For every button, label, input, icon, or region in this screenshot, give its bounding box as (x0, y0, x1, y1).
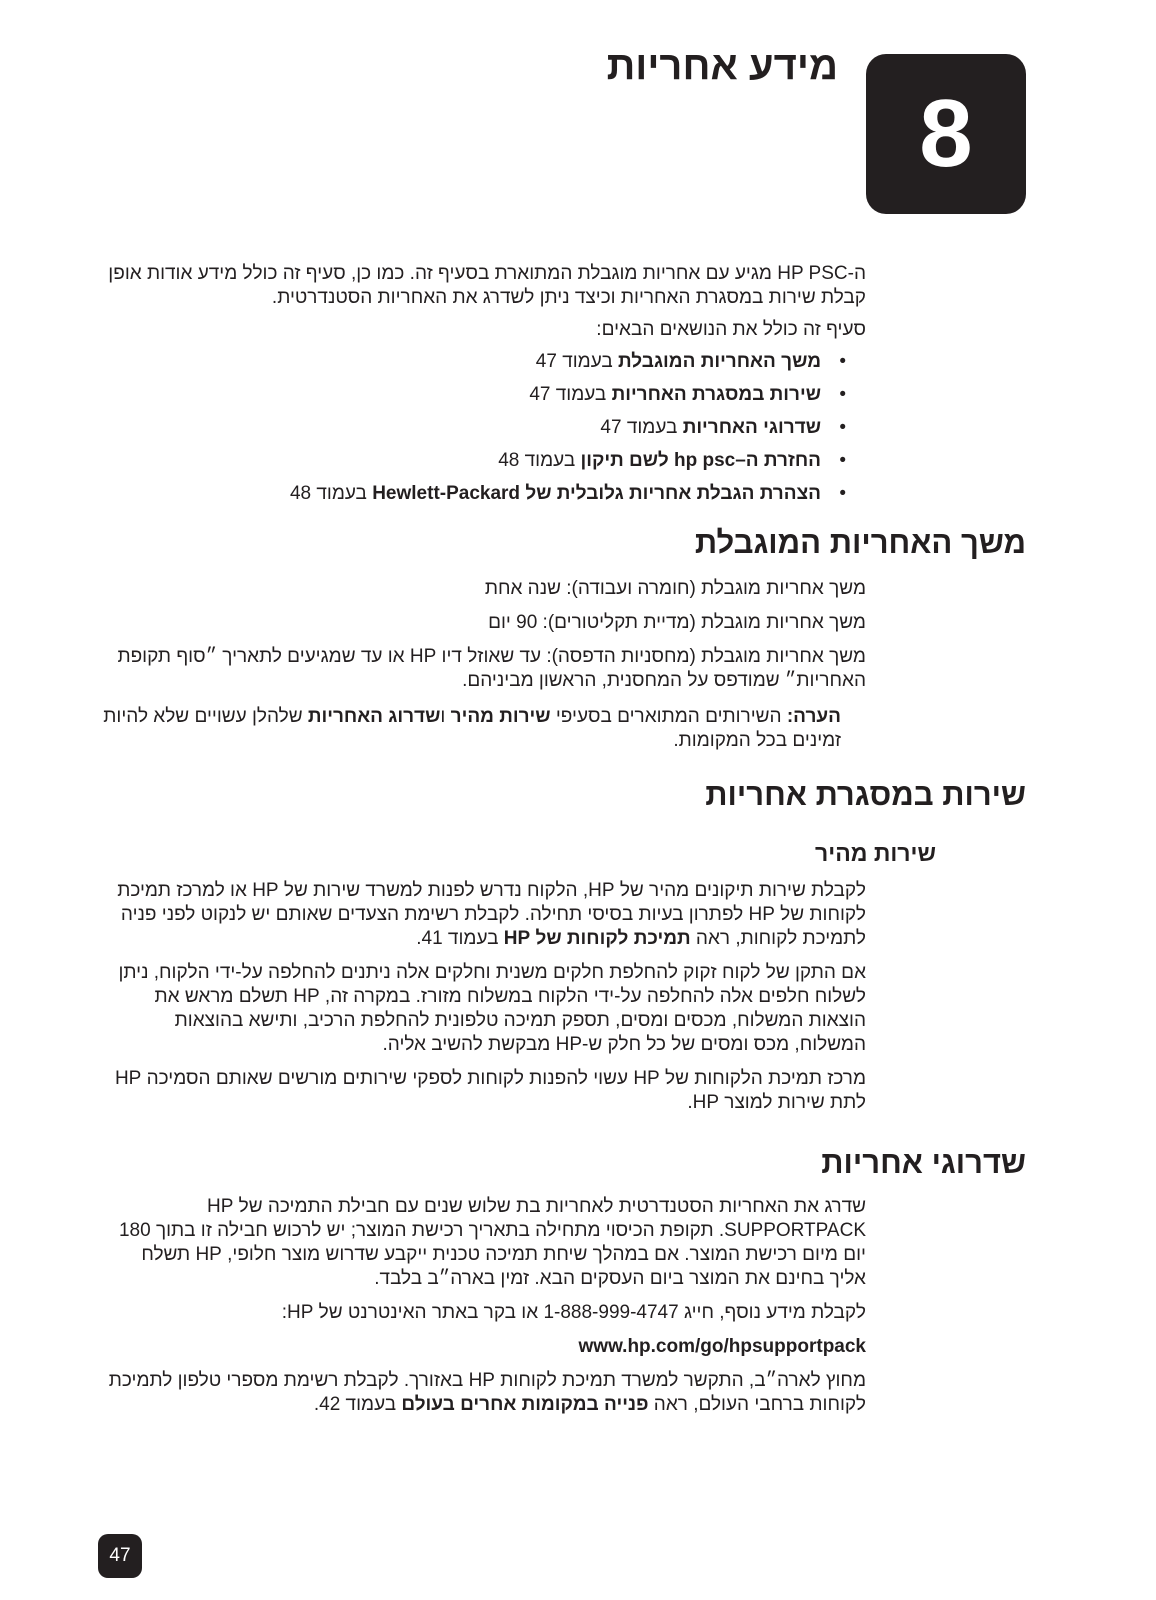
topic-page: בעמוד 48 (289, 483, 373, 504)
warranty-duration-section (100, 525, 1026, 753)
topic-item (100, 383, 846, 406)
section-title: שירות במסגרת אחריות (705, 777, 1026, 812)
note-express-service: שירות מהיר (450, 706, 551, 727)
duration-hardware: משך אחריות מוגבלת (חומרה ועבודה): שנה אחת (484, 578, 866, 599)
note-text: שלהלן עשויים שלא להיות זמינים בכל המקומות. (103, 706, 841, 751)
worldwide-link[interactable]: פנייה במקומות אחרים בעולם (401, 1394, 649, 1415)
topics-list (100, 350, 866, 505)
express-paragraph-1 (100, 879, 866, 951)
bullet-icon: • (839, 351, 846, 372)
supportpack-url[interactable]: www.hp.com/go/hpsupportpack (578, 1336, 866, 1357)
upgrade-paragraph-3 (100, 1369, 866, 1417)
chapter-title: מידע אחריות (606, 44, 838, 88)
bullet-icon: • (839, 384, 846, 405)
warranty-service-section (100, 777, 1026, 1115)
chapter-number: 8 (919, 80, 973, 187)
subsection-title: שירות מהיר (815, 840, 936, 866)
topic-link[interactable]: החזרת ה–hp psc לשם תיקון (580, 450, 821, 471)
express-paragraph-2: אם התקן של לקוח זקוק להחלפת חלקים משנית וחלקים אלה ניתנים להחלפה על-ידי הלקוח, ניתן לשלוח חלפים אלה להחלפה על-ידי הלקוח במשלוח מזורז. במקרה זה, HP תשלם מראש את הוצאות המשלוח, מכסים ומסים, תספק תמיכה טלפונית להחלפת הרכיב, ותישא בהוצאות המשלוח, מכס ומסים של כל חלק ש-HP מבקשת להשיב אליה. (118, 962, 866, 1055)
support-link[interactable]: תמיכת לקוחות של HP (503, 928, 691, 949)
page-content (100, 262, 1026, 1427)
section-title: שדרוגי אחריות (821, 1145, 1026, 1180)
section-title: משך האחריות המוגבלת (694, 525, 1026, 560)
note-text: ו (440, 706, 451, 727)
topic-item (100, 416, 846, 439)
chapter-number-box (866, 54, 1026, 214)
warranty-upgrades-section (100, 1145, 1026, 1417)
text: בעמוד 42. (313, 1394, 402, 1415)
bullet-icon: • (839, 483, 846, 504)
duration-cd: משך אחריות מוגבלת (מדיית תקליטורים): 90 יום (488, 612, 866, 633)
note-text: השירותים המתוארים בסעיפי (550, 706, 787, 727)
topic-page: בעמוד 47 (535, 351, 619, 372)
page-number-box (98, 1534, 142, 1578)
topic-page: בעמוד 47 (529, 384, 612, 405)
note-paragraph (100, 705, 866, 753)
note-upgrade: שדרוג האחריות (307, 706, 441, 727)
bullet-icon: • (839, 450, 846, 471)
upgrade-paragraph-2: לקבלת מידע נוסף, חייג 1-888-999-4747 או בקר באתר האינטרנט של HP: (281, 1302, 866, 1323)
duration-cartridges: משך אחריות מוגבלת (מחסניות הדפסה): עד שאוזל דיו HP או עד שמגיעים לתאריך ״סוף תקופת האחריות״ שמודפס על המחסנית, הראשון מביניהם. (117, 646, 866, 691)
topic-link[interactable]: שירות במסגרת האחריות (611, 384, 821, 405)
intro-paragraph: ה-HP PSC מגיע עם אחריות מוגבלת המתוארת בסעיף זה. כמו כן, סעיף זה כולל מידע אודות אופן קבלת שירות במסגרת האחריות וכיצד ניתן לשדרג את האחריות הסטנדרטית. (108, 263, 866, 308)
topic-link[interactable]: משך האחריות המוגבלת (618, 351, 821, 372)
note-label: הערה: (786, 706, 841, 727)
topic-page: בעמוד 47 (600, 417, 683, 438)
page-number: 47 (109, 1545, 131, 1566)
text: בעמוד 41. (416, 928, 504, 949)
topics-lead: סעיף זה כולל את הנושאים הבאים: (596, 319, 866, 340)
text: מחוץ לארה״ב, התקשר למשרד תמיכת לקוחות HP באזורך. לקבלת רשימת מספרי טלפון לתמיכת לקוחות ברחבי העולם, ראה (108, 1370, 866, 1415)
upgrade-paragraph-1: שדרג את האחריות הסטנדרטית לאחריות בת שלוש שנים עם חבילת התמיכה של HP SUPPORTPACK. תקופת הכיסוי מתחילה בתאריך רכישת המוצר; יש לרכוש חבילה זו בתוך 180 יום מיום רכישת המוצר. אם במהלך שיחת תמיכה טכנית ייקבע שדרוש מוצר חלופי, HP תשלח אליך בחינם את המוצר ביום העסקים הבא. זמין בארה״ב בלבד. (118, 1196, 866, 1289)
bullet-icon: • (839, 417, 846, 438)
topic-link[interactable]: הצהרת הגבלת אחריות גלובלית של Hewlett-Packard (372, 483, 821, 504)
express-paragraph-3: מרכז תמיכת הלקוחות של HP עשוי להפנות לקוחות לספקי שירותים מורשים שאותם הסמיכה HP לתת שירות למוצר HP. (114, 1068, 866, 1113)
topic-item (100, 350, 846, 373)
text: לקבלת שירות תיקונים מהיר של HP, הלקוח נדרש לפנות למשרד שירות של HP או למרכז תמיכת לקוחות של HP לפתרון בעיות בסיסי תחילה. לקבלת רשימת הצעדים שאותם יש לנקוט לפני פניה לתמיכת לקוחות, ראה (117, 880, 866, 949)
topic-page: בעמוד 48 (498, 450, 581, 471)
intro-section (100, 262, 866, 505)
topic-item (100, 449, 846, 472)
topic-item (100, 482, 846, 505)
topic-link[interactable]: שדרוגי האחריות (682, 417, 821, 438)
